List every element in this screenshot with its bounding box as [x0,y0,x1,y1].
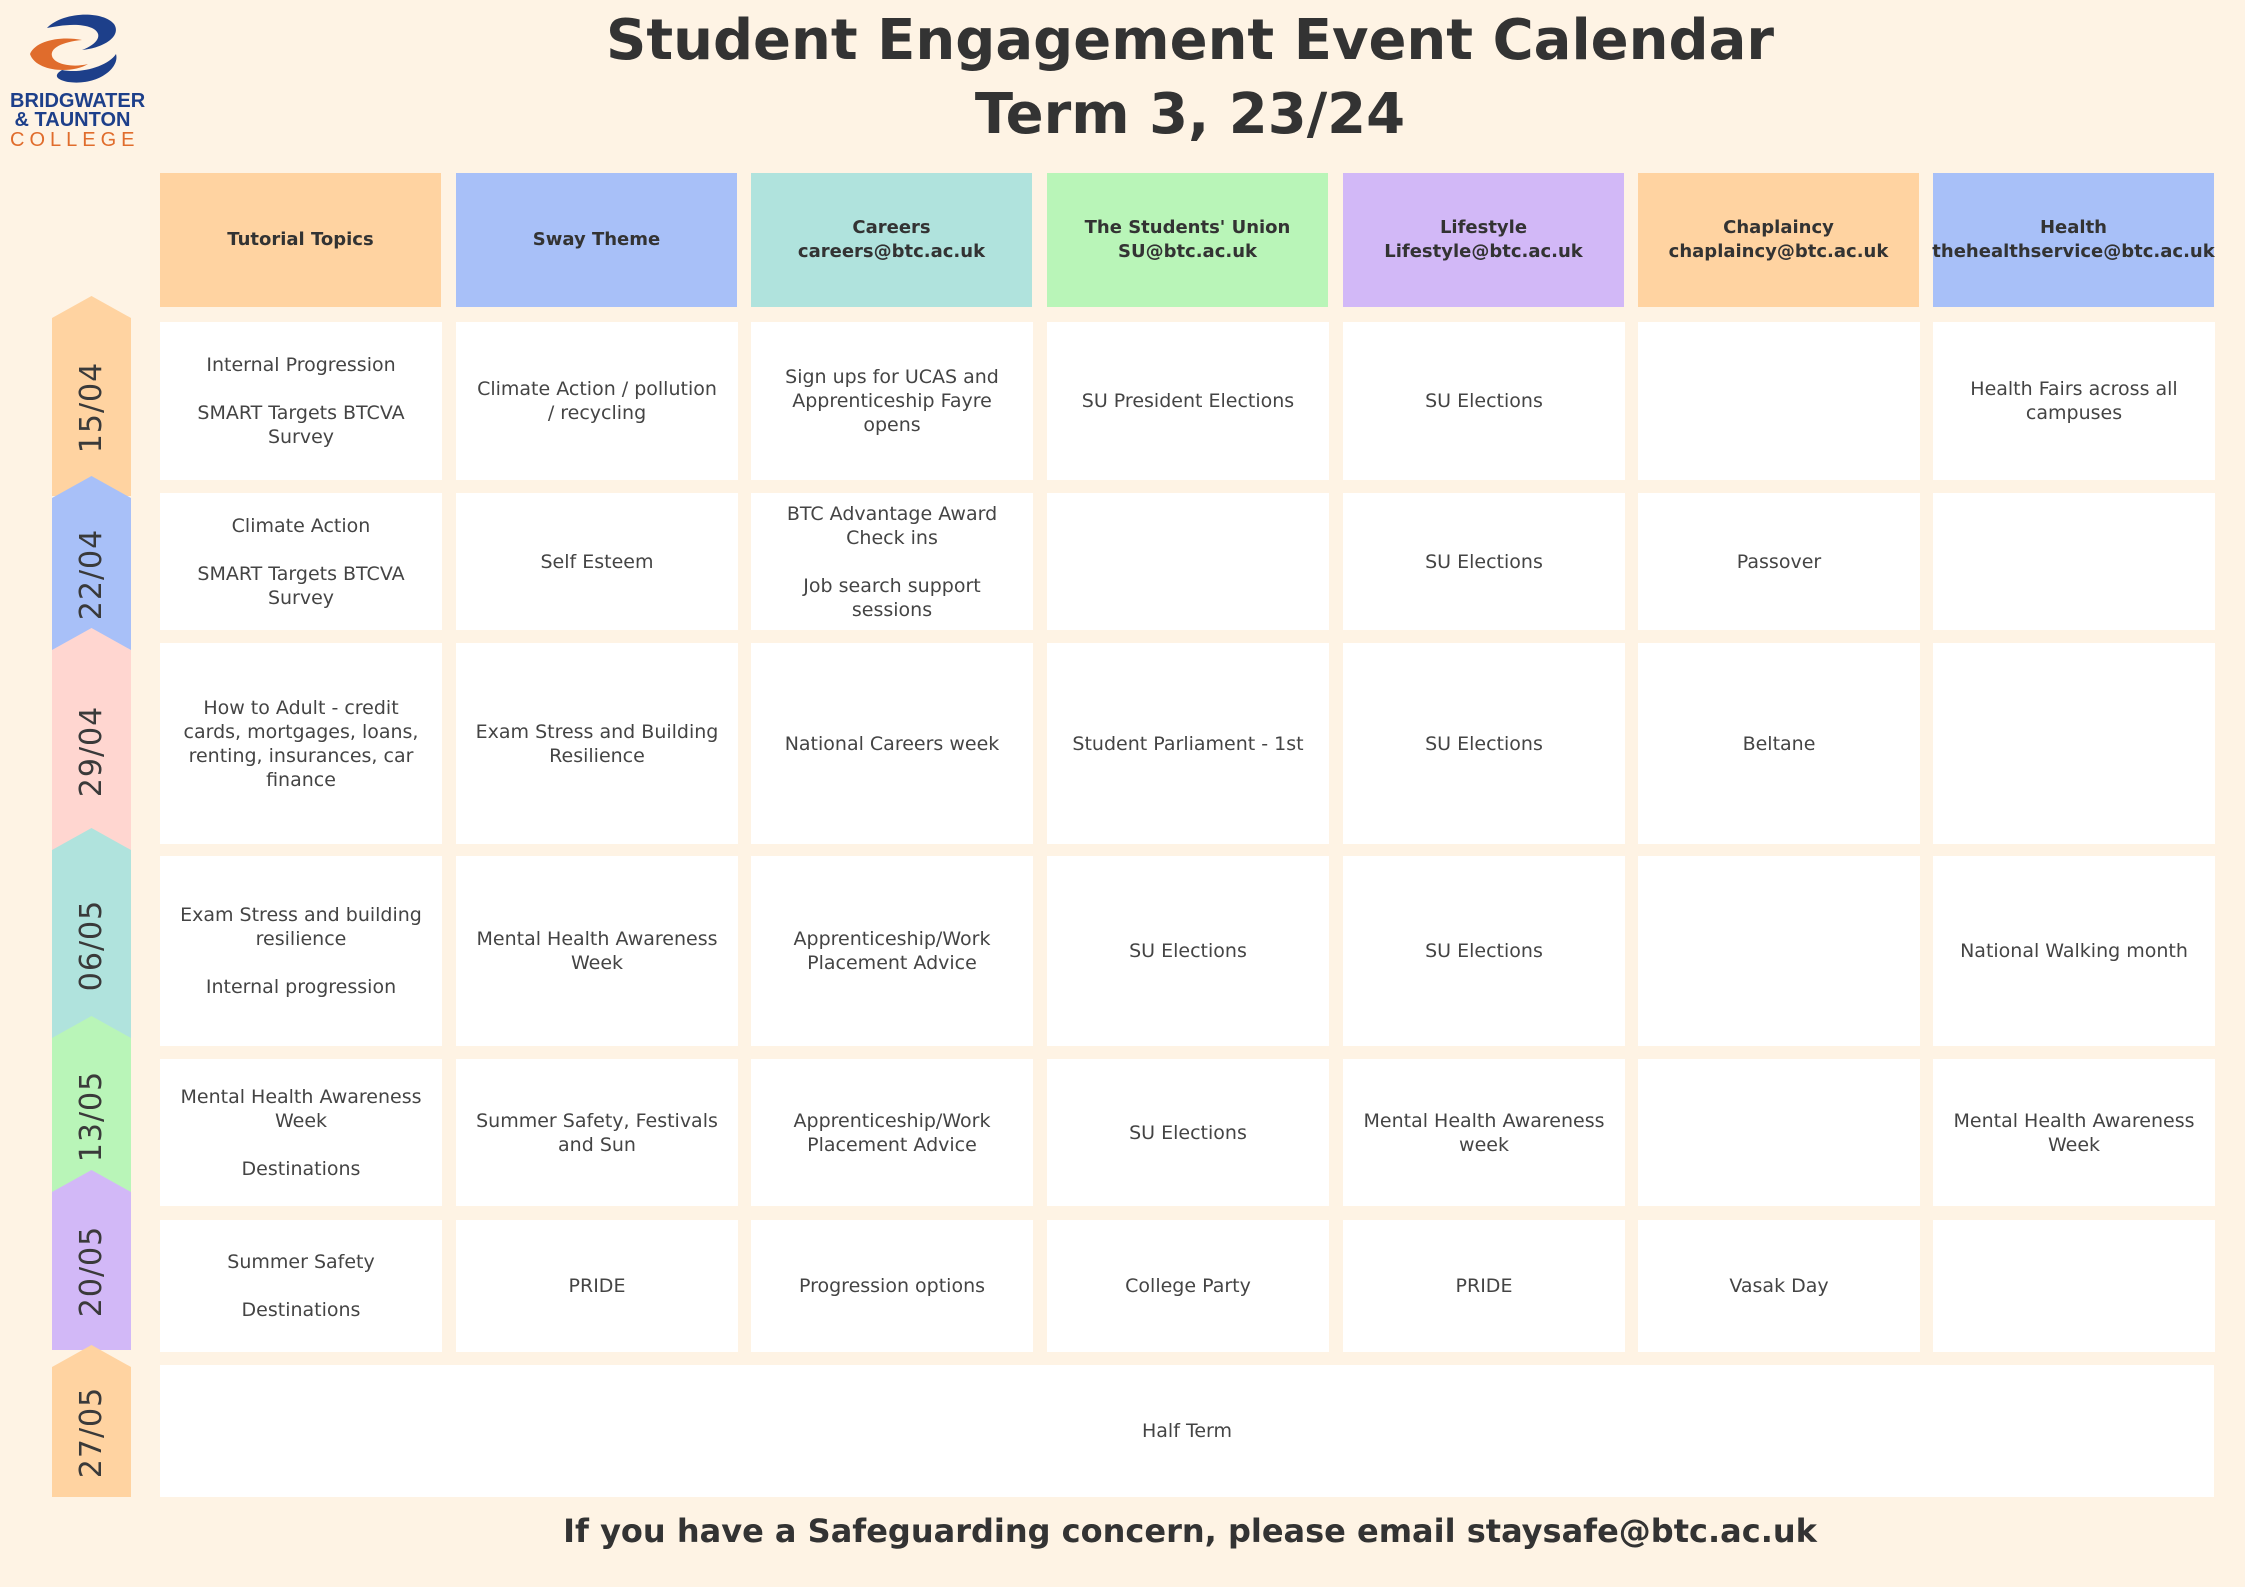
calendar-cell [456,322,738,480]
cell-text: Vasak Day [1729,1275,1829,1297]
cell-text: SU Elections [1129,940,1247,962]
cell-text: Mental Health Awareness Week [1953,1109,2195,1156]
calendar-cell [1638,1220,1920,1352]
college-logo [10,10,146,155]
cell-text: Climate Action / pollution / recycling [477,378,717,424]
date-text: 15/04 [74,361,109,453]
cell-text: Health Fairs across all campuses [1970,378,2178,424]
calendar-cell [1047,856,1329,1046]
calendar-cell [1933,493,2215,630]
cell-text: SU Elections [1425,550,1543,573]
date-label [52,318,131,496]
cell-text: PRIDE [568,1275,626,1297]
calendar-cell [1047,643,1329,844]
cell-text: Mental Health Awareness week [1363,1109,1605,1156]
cell-text: Sign ups for UCAS and Apprenticeship Fayre opens [785,366,999,436]
cell-text: SU President Elections [1081,390,1295,412]
calendar-cell [1047,322,1329,480]
calendar-cell [456,1220,738,1352]
calendar-cell [1638,643,1920,844]
calendar-cell [1933,643,2215,844]
column-header-name: Careers [852,217,931,238]
calendar-cell [1343,493,1625,630]
calendar-cell [1047,493,1329,630]
calendar-cell [1638,856,1920,1046]
cell-text: National Careers week [784,732,1000,755]
cell-text: College Party [1125,1275,1251,1297]
date-label [52,1367,131,1497]
column-header-name: Tutorial Topics [227,229,374,250]
column-header [456,173,737,307]
calendar-cell [751,1220,1033,1352]
calendar-cell [1343,1220,1625,1352]
calendar-cell [751,856,1033,1046]
calendar-cell [751,493,1033,630]
calendar-cell [160,322,442,480]
cell-text: Internal Progression [206,354,396,376]
calendar-cell [1343,643,1625,844]
date-label [52,850,131,1040]
calendar-cell [160,643,442,844]
column-header-name: Chaplaincy [1723,217,1834,238]
logo-swirl-icon [22,10,122,88]
logo-text-line-3: COLLEGE [10,129,140,151]
column-header-name: Health [2039,217,2107,238]
date-label [52,1192,131,1350]
calendar-cell [160,1059,442,1206]
column-header-email: thehealthservice@btc.ac.uk [1932,241,2215,262]
cell-text: SU Elections [1129,1121,1247,1144]
date-tab [52,1170,131,1350]
page-subtitle: Term 3, 23/24 [974,82,1406,147]
cell-text: Destinations [241,1157,361,1180]
calendar-cell [1638,493,1920,630]
calendar-cell [456,1059,738,1206]
logo-text-line-2: & TAUNTON [14,109,131,131]
date-text: 29/04 [74,705,109,797]
calendar-cell [456,856,738,1046]
cell-text: Climate Action [231,514,371,537]
cell-text: Apprenticeship/Work Placement Advice [793,1109,991,1156]
column-header-email: careers@btc.ac.uk [797,241,986,262]
date-tab [52,828,131,1040]
column-header [751,173,1032,307]
calendar-cell [1343,322,1625,480]
calendar-cell [1343,856,1625,1046]
cell-text: SU Elections [1425,732,1543,755]
column-header-email: Lifestyle@btc.ac.uk [1384,241,1583,262]
cell-text: Apprenticeship/Work Placement Advice [793,928,991,974]
cell-text: Exam Stress and building resilience [180,904,422,950]
date-text: 27/05 [74,1386,109,1478]
column-header [1047,173,1328,307]
cell-text: SU Elections [1425,940,1543,962]
calendar-cell [1933,856,2215,1046]
date-text: 06/05 [74,899,109,991]
half-term-cell [160,1365,2214,1497]
calendar-cell [1047,1220,1329,1352]
cell-text: Beltane [1742,732,1816,755]
date-tab [52,1345,131,1497]
column-header [1638,173,1919,307]
half-term-text: Half Term [1142,1420,1232,1442]
cell-text: BTC Advantage Award Check ins [786,502,998,549]
cell-text: Job search support sessions [803,574,981,621]
calendar-cell [751,1059,1033,1206]
cell-text: Exam Stress and Building Resilience [475,720,719,767]
calendar-cell [1638,322,1920,480]
cell-text: Student Parliament - 1st [1072,732,1304,755]
cell-text: Internal progression [205,976,397,998]
date-tab [52,628,131,852]
cell-text: Progression options [798,1275,986,1297]
date-tab [52,476,131,650]
column-header-name: Lifestyle [1439,217,1528,238]
safeguarding-footer: If you have a Safeguarding concern, please email staysafe@btc.ac.uk [563,1512,1817,1550]
column-header-name: Sway Theme [532,229,661,250]
calendar-cell [1638,1059,1920,1206]
calendar-cell [1343,1059,1625,1206]
calendar-cell [1047,1059,1329,1206]
calendar-cell [1933,322,2215,480]
calendar-cell [1933,1059,2215,1206]
column-header [1343,173,1624,307]
column-header [160,173,441,307]
cell-text: How to Adult - credit cards, mortgages, loans, renting, insurances, car finance [183,696,419,791]
cell-text: PRIDE [1455,1275,1513,1297]
cell-text: National Walking month [1960,940,2188,962]
cell-text: Destinations [241,1299,361,1321]
calendar-cell [456,643,738,844]
cell-text: Summer Safety [227,1251,375,1273]
cell-text: SMART Targets BTCVA Survey [197,562,405,609]
date-tab [52,296,131,496]
calendar-cell [751,322,1033,480]
calendar-cell [751,643,1033,844]
cell-text: Mental Health Awareness Week [180,1085,422,1132]
calendar-cell [160,1220,442,1352]
page-title: Student Engagement Event Calendar [606,8,1774,73]
column-header [1933,173,2214,307]
logo-text-line-1: BRIDGWATER [10,90,146,112]
date-text: 13/05 [74,1070,109,1163]
calendar-cell [160,493,442,630]
date-tab [52,1016,131,1195]
column-header-email: SU@btc.ac.uk [1117,241,1258,262]
column-header-name: The Students' Union [1084,217,1291,238]
calendar-cell [160,856,442,1046]
date-text: 22/04 [74,528,109,620]
cell-text: SMART Targets BTCVA Survey [197,402,405,448]
cell-text: Passover [1736,550,1822,573]
cell-text: Summer Safety, Festivals and Sun [476,1109,718,1156]
column-header-email: chaplaincy@btc.ac.uk [1668,241,1889,262]
cell-text: Self Esteem [540,550,654,573]
date-label [52,650,131,852]
cell-text: Mental Health Awareness Week [476,928,718,974]
calendar-cell [1933,1220,2215,1352]
date-text: 20/05 [74,1225,109,1317]
calendar-cell [456,493,738,630]
cell-text: SU Elections [1425,390,1543,412]
